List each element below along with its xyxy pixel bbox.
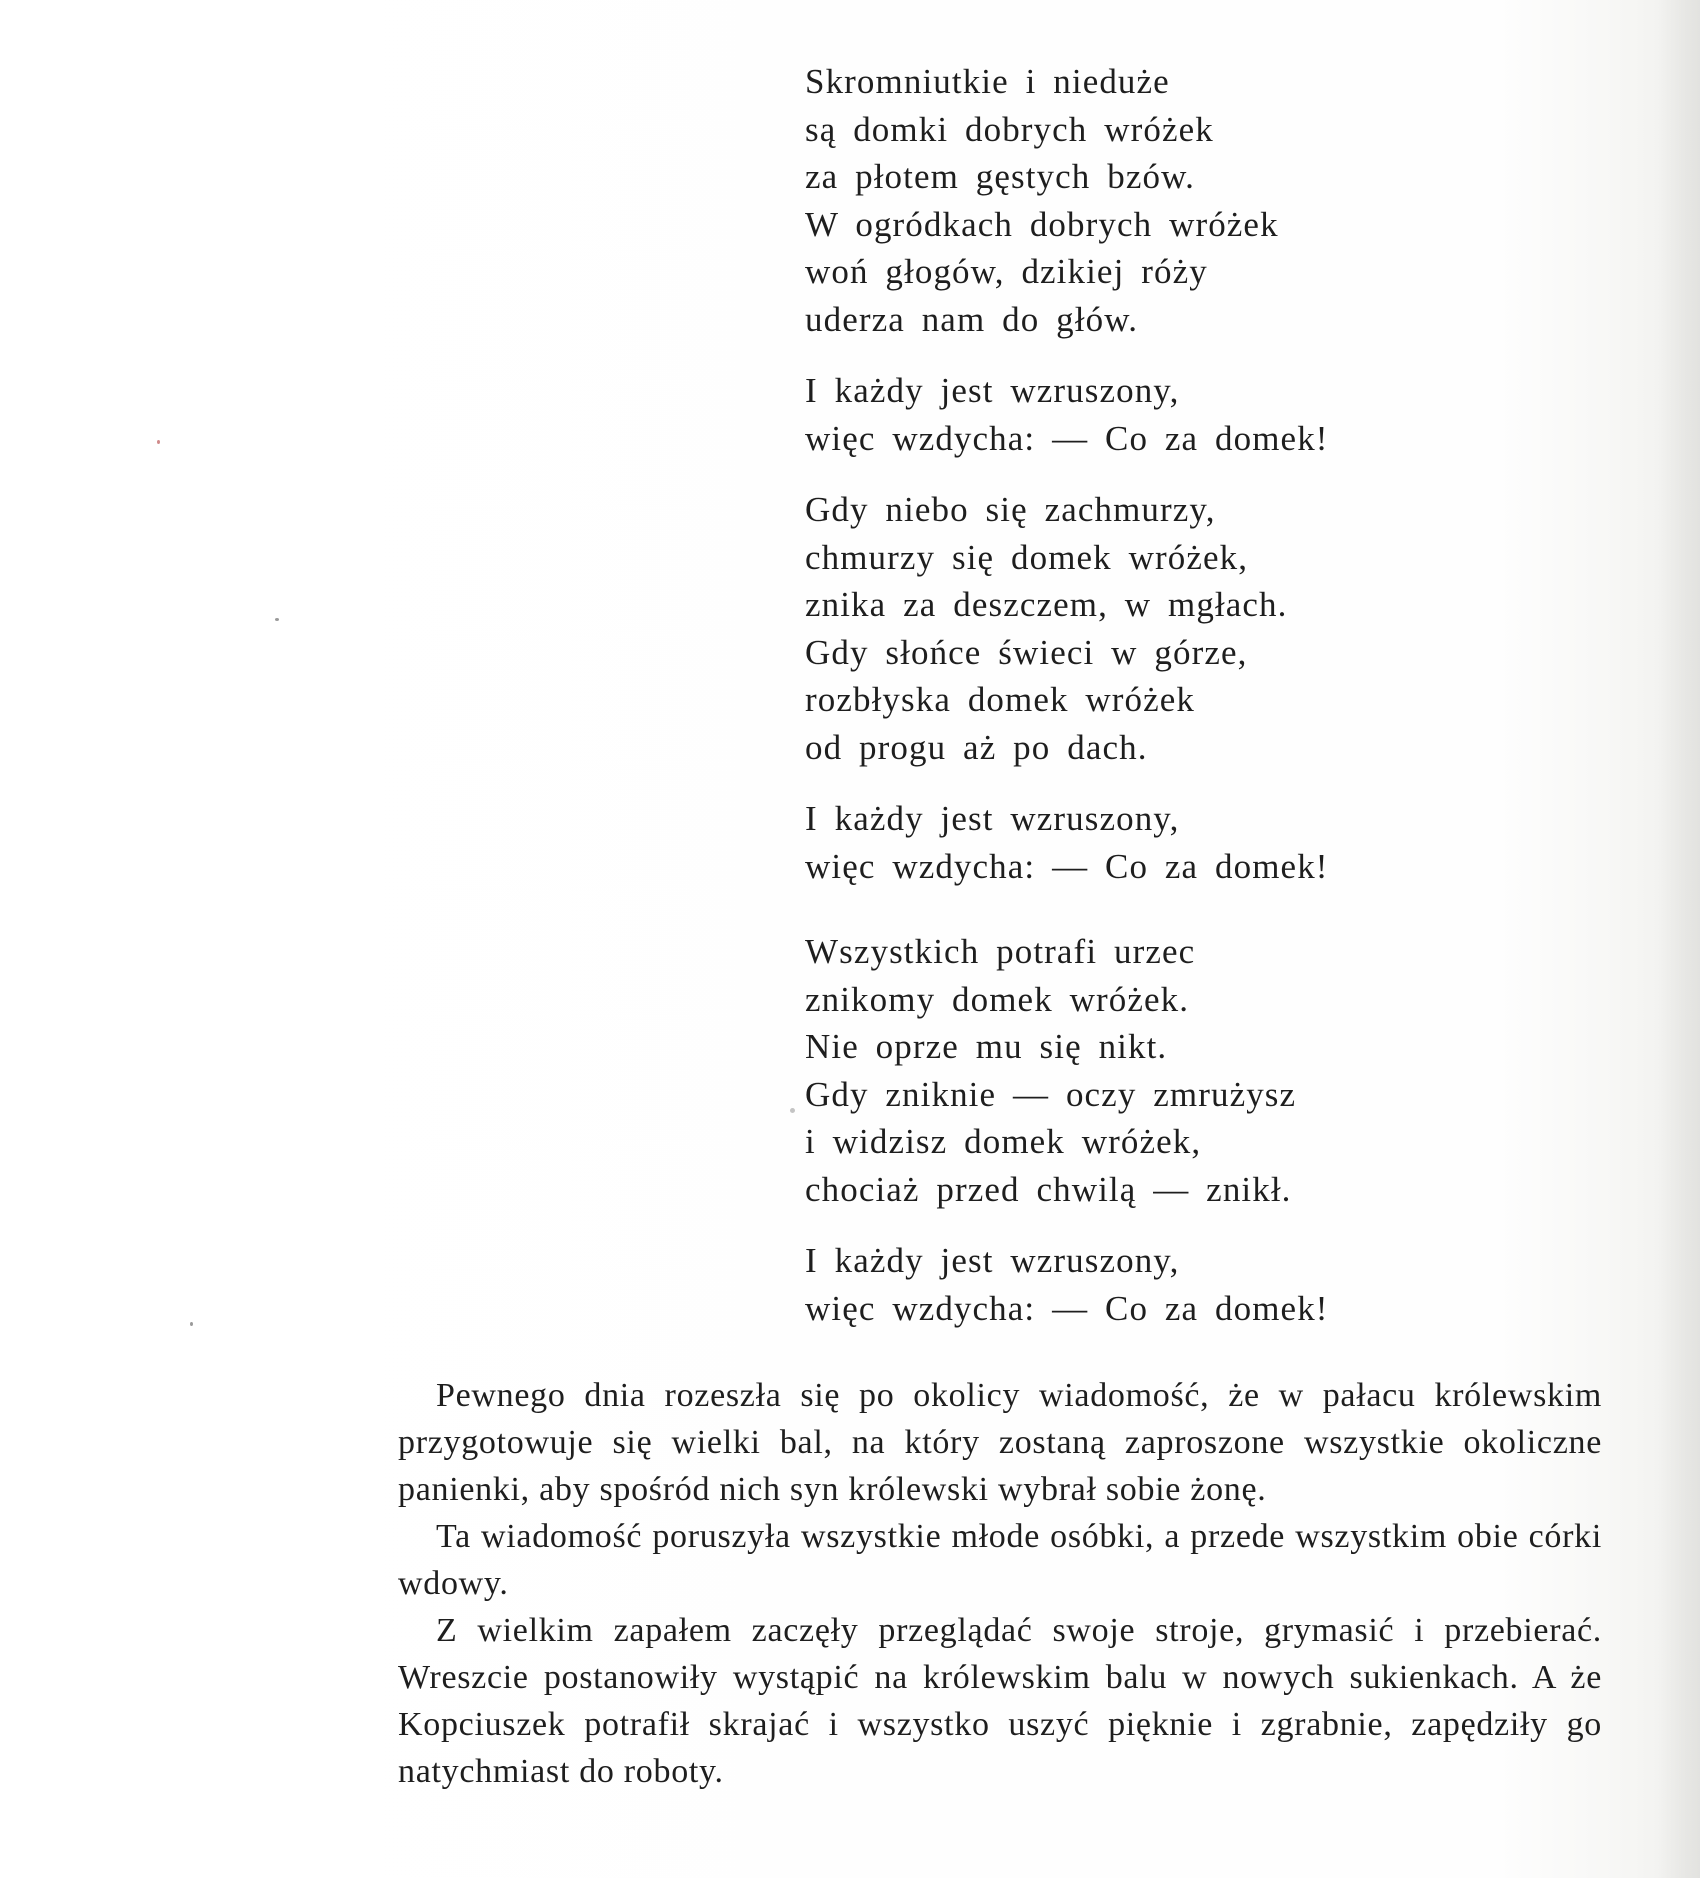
poem-line: I każdy jest wzruszony, — [805, 1241, 1180, 1280]
poem-line: i widzisz domek wróżek, — [805, 1122, 1202, 1161]
poem-line: I każdy jest wzruszony, — [805, 799, 1180, 838]
poem-line: uderza nam do głów. — [805, 299, 1139, 339]
poem-line: W ogródkach dobrych wróżek — [805, 204, 1279, 244]
poem-line: Gdy słońce świeci w górze, — [805, 632, 1248, 672]
story-paragraph: Pewnego dnia rozeszła się po okolicy wiadomość, że w pałacu królewskim przygotowuje się wielki bal, na który zostaną zaproszone wszystkie okoliczne panienki, aby spośród nich syn królewski wybrał sobie żonę. — [398, 1377, 1602, 1508]
poem-line: znika za deszczem, w mgłach. — [805, 585, 1288, 624]
poem-line: więc wzdycha: — Co za domek! — [805, 1288, 1329, 1328]
poem-refrain-3 — [805, 1237, 1365, 1332]
story-paragraph: Z wielkim zapałem zaczęły przeglądać swoje stroje, grymasić i przebierać. Wreszcie postanowiły wystąpić na królewskim balu w nowych sukienkach. A że Kopciuszek potrafił skrajać i wszystko uszyć pięknie i zgrabnie, zapędziły go natychmiast do roboty. — [398, 1612, 1602, 1790]
page-gutter-shadow — [1658, 0, 1700, 1878]
poem-refrain-2 — [805, 795, 1365, 890]
poem-refrain-1 — [805, 367, 1365, 462]
poem-line: chmurzy się domek wróżek, — [805, 537, 1249, 577]
poem-stanza-2 — [805, 486, 1365, 771]
poem-line: za płotem gęstych bzów. — [805, 157, 1196, 196]
poem-line: Gdy niebo się zachmurzy, — [805, 490, 1216, 529]
paper-speck — [275, 618, 279, 621]
paper-speck — [157, 440, 160, 444]
poem-line: są domki dobrych wróżek — [805, 109, 1214, 149]
poem-line: chociaż przed chwilą — znikł. — [805, 1169, 1292, 1209]
poem-line: Nie oprze mu się nikt. — [805, 1027, 1168, 1066]
poem-stanza-1 — [805, 58, 1365, 343]
paper-speck — [790, 1108, 795, 1113]
story-paragraph: Ta wiadomość poruszyła wszystkie młode osóbki, a przede wszystkim obie córki wdowy. — [398, 1518, 1602, 1602]
poem-line: więc wzdycha: — Co za domek! — [805, 418, 1329, 458]
paper-speck — [190, 1322, 193, 1326]
poem-line: Gdy zniknie — oczy zmrużysz — [805, 1074, 1297, 1114]
poem-line: znikomy domek wróżek. — [805, 979, 1190, 1019]
story-text — [398, 1372, 1602, 1795]
poem-line: rozbłyska domek wróżek — [805, 680, 1196, 719]
poem — [805, 58, 1365, 1332]
poem-line: woń głogów, dzikiej róży — [805, 252, 1208, 291]
poem-stanza-3 — [805, 928, 1365, 1213]
poem-line: od progu aż po dach. — [805, 727, 1148, 767]
poem-line: I każdy jest wzruszony, — [805, 371, 1180, 410]
poem-line: więc wzdycha: — Co za domek! — [805, 846, 1329, 886]
poem-line: Skromniutkie i nieduże — [805, 62, 1170, 101]
poem-line: Wszystkich potrafi urzec — [805, 932, 1196, 971]
